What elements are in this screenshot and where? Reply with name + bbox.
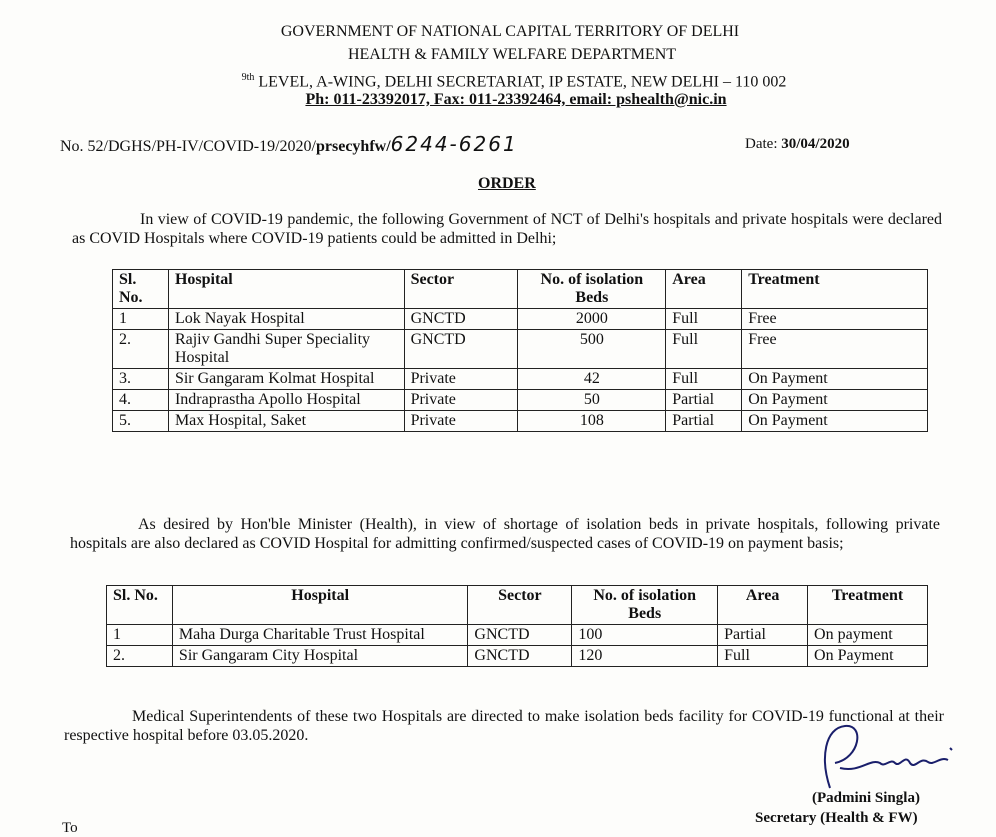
paragraph-additional <box>70 515 940 553</box>
cell-beds: 42 <box>518 369 666 390</box>
cell-area: Partial <box>666 390 742 411</box>
col-beds: No. of isolation Beds <box>572 586 718 625</box>
handwritten-dispatch-number: 6244-6261 <box>390 132 518 156</box>
cell-area: Full <box>666 330 742 369</box>
cell-sl-no: 5. <box>113 411 169 432</box>
col-area: Area <box>718 586 808 625</box>
cell-treatment: On Payment <box>742 411 928 432</box>
signature-mark <box>800 718 980 798</box>
col-area: Area <box>666 270 742 309</box>
cell-hospital: Sir Gangaram Kolmat Hospital <box>168 369 404 390</box>
date-value: 30/04/2020 <box>781 136 850 152</box>
col-sl-no: Sl. No. <box>107 586 173 625</box>
table-row <box>113 390 928 411</box>
reference-number <box>60 132 518 156</box>
cell-sector: Private <box>404 369 518 390</box>
cell-sector: GNCTD <box>468 625 572 646</box>
paragraph-directive-text: Medical Superintendents of these two Hospitals are directed to make isolation beds facility for COVID-19 functional at their respective hospital before 03.05.2020. <box>64 708 944 744</box>
cell-beds: 120 <box>572 646 718 667</box>
cell-beds: 2000 <box>518 309 666 330</box>
header-department: HEALTH & FAMILY WELFARE DEPARTMENT <box>347 46 677 63</box>
header-address-sup: 9th <box>241 72 255 83</box>
col-hospital: Hospital <box>172 586 467 625</box>
col-sl-no: Sl. No. <box>113 270 169 309</box>
cell-area: Full <box>666 369 742 390</box>
cell-treatment: Free <box>742 330 928 369</box>
order-title: ORDER <box>478 175 536 192</box>
col-treatment: Treatment <box>742 270 928 309</box>
cell-hospital: Sir Gangaram City Hospital <box>172 646 467 667</box>
table-row <box>107 625 928 646</box>
order-date <box>745 136 850 153</box>
cell-hospital: Indraprastha Apollo Hospital <box>168 390 404 411</box>
cell-area: Partial <box>718 625 808 646</box>
table-row <box>113 369 928 390</box>
col-beds: No. of isolation Beds <box>518 270 666 309</box>
col-hospital: Hospital <box>168 270 404 309</box>
reference-number-main: No. 52/DGHS/PH-IV/COVID-19/2020/ <box>60 138 316 155</box>
cell-beds: 50 <box>518 390 666 411</box>
cell-hospital: Max Hospital, Saket <box>168 411 404 432</box>
cell-hospital: Maha Durga Charitable Trust Hospital <box>172 625 467 646</box>
col-sector: Sector <box>468 586 572 625</box>
cell-sl-no: 3. <box>113 369 169 390</box>
cell-sl-no: 4. <box>113 390 169 411</box>
cell-treatment: Free <box>742 309 928 330</box>
cell-sl-no: 1 <box>107 625 173 646</box>
cell-sector: GNCTD <box>404 330 518 369</box>
paragraph-intro-text: In view of COVID-19 pandemic, the following Government of NCT of Delhi's hospitals and private hospitals were declared as COVID Hospitals where COVID-19 patients could be admitted in Delhi; <box>72 211 942 247</box>
paragraph-intro <box>72 210 942 248</box>
cell-sector: GNCTD <box>468 646 572 667</box>
cell-treatment: On Payment <box>808 646 928 667</box>
col-sector: Sector <box>404 270 518 309</box>
cell-beds: 500 <box>518 330 666 369</box>
reference-number-tail: prsecyhfw/ <box>316 138 391 155</box>
cell-area: Full <box>718 646 808 667</box>
cell-treatment: On Payment <box>742 390 928 411</box>
table-header-row <box>107 586 928 625</box>
table-row <box>113 330 928 369</box>
cell-beds: 108 <box>518 411 666 432</box>
header-government: GOVERNMENT OF NATIONAL CAPITAL TERRITORY OF DELHI <box>280 23 740 40</box>
cell-sector: Private <box>404 411 518 432</box>
cell-area: Full <box>666 309 742 330</box>
cell-treatment: On payment <box>808 625 928 646</box>
header-address-text: LEVEL, A-WING, DELHI SECRETARIAT, IP ESTATE, NEW DELHI – 110 002 <box>258 73 787 91</box>
header-contact: Ph: 011-23392017, Fax: 011-23392464, email: pshealth@nic.in <box>305 91 727 108</box>
table-row <box>113 411 928 432</box>
cell-sector: Private <box>404 390 518 411</box>
table-header-row <box>113 270 928 309</box>
to-label: To <box>62 820 78 836</box>
cell-hospital: Lok Nayak Hospital <box>168 309 404 330</box>
cell-hospital: Rajiv Gandhi Super Speciality Hospital <box>168 330 404 369</box>
cell-beds: 100 <box>572 625 718 646</box>
header-address <box>16 68 996 92</box>
cell-sl-no: 2. <box>107 646 173 667</box>
covid-hospitals-table <box>112 269 928 432</box>
signatory-name: (Padmini Singla) <box>812 790 920 806</box>
paragraph-additional-text: As desired by Hon'ble Minister (Health), in view of shortage of isolation beds in private hospitals, following private hospitals are also declared as COVID Hospital for admitting confirmed/suspected cases of COVID-19 on payment basis; <box>70 516 940 552</box>
signatory-designation: Secretary (Health & FW) <box>755 810 918 826</box>
cell-area: Partial <box>666 411 742 432</box>
cell-treatment: On Payment <box>742 369 928 390</box>
col-treatment: Treatment <box>808 586 928 625</box>
table-row <box>113 309 928 330</box>
cell-sl-no: 2. <box>113 330 169 369</box>
table-row <box>107 646 928 667</box>
cell-sl-no: 1 <box>113 309 169 330</box>
date-label: Date: <box>745 136 778 152</box>
cell-sector: GNCTD <box>404 309 518 330</box>
additional-hospitals-table <box>106 585 928 667</box>
